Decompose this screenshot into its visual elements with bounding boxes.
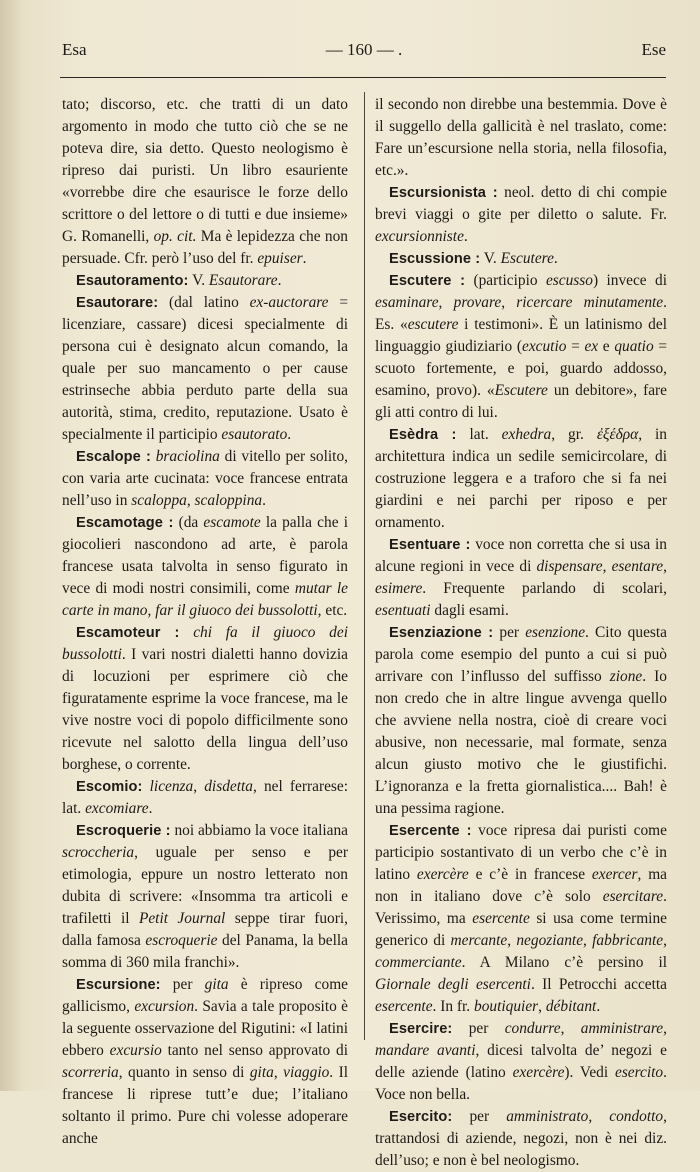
entry-headword: Escussione : [389,251,481,267]
binding-shadow [0,0,24,1091]
entry-headword: Esenziazione : [389,625,494,641]
dictionary-entry [62,512,348,622]
entry-headword: Escutere : [389,273,466,289]
entry-headword: Escamoteur : [76,625,180,641]
entry-headword: Esautorare: [76,295,159,311]
entry-body: braciolina di vitello per solito, con varia arte cucinata: voce francese entrata nell’uso in scaloppa, scaloppina. [62,448,348,509]
entry-headword: Esercito: [389,1109,453,1125]
entry-body: tato; discorso, etc. che tratti di un dato argomento in modo che tutto ciò che se ne poteva dire, sia detto. Questo neologismo è ripreso dai puristi. Un libro esauriente «vorrebbe dire che esaurisce le forze dello scrittore o del lettore o di tutti e due insieme» G. Romanelli, op. cit. Ma è lepidezza che non persuade. Cfr. però l’uso del fr. epuiser. [62,96,348,267]
entry-body: per condurre, amministrare, mandare avanti, dicesi talvolta de’ negozi e delle aziende (latino exercère). Vedi esercito. Voce non bella. [375,1020,667,1103]
entry-headword: Escroquerie : [76,823,171,839]
entry-headword: Escamotage : [76,515,174,531]
entry-body: per amministrato, condotto, trattandosi di aziende, negozi, non è nei diz. dell’uso; e non è bel neologismo. [375,1108,667,1169]
dictionary-entry [62,820,348,974]
dictionary-entry [62,622,348,776]
entry-body: il secondo non direbbe una bestemmia. Dove è il suggello della gallicità è nel traslato, come: Fare un’escursione nella storia, nella filosofia, etc.». [375,96,667,179]
entry-headword: Escalope : [76,449,151,465]
dictionary-entry [375,820,667,1018]
entry-body: V. Escutere. [480,250,558,267]
right-column [375,94,667,1172]
dictionary-entry [62,974,348,1150]
entry-body: per esenzione. Cito questa parola come esempio del punto a cui si può arrivare con l’influsso del suffisso zione. Io non credo che in altre lingue avvenga quello che avviene nella nostra, cioè di creare voci abusive, non necessarie, mal formate, senza alcun giusto motivo che le giustifichi. L’ignoranza e la fretta giornalistica.... Bah! è una pessima ragione. [375,624,668,817]
entry-body: (da escamote la palla che i giocolieri nascondono ad arte, è parola francese usata talvolta in senso figurato in vece di modi nostri consimili, come mutar le carte in mano, far il giuoco dei bussolotti, etc. [62,514,348,619]
dictionary-entry [62,446,348,512]
entry-headword: Esèdra : [389,427,457,443]
entry-headword: Esercente : [389,823,472,839]
header-left-guideword: Esa [62,40,87,59]
entry-body: chi fa il giuoco dei bussolotti. I vari nostri dialetti hanno dovizia di locuzioni per esprimere ciò che figuratamente esprime la voce francese, ma le vive nostre voci di popolo difficilmente sono ricevute nel salotto della lingua dell’uso borghese, o corrente. [62,624,348,773]
entry-headword: Esercire: [389,1021,453,1037]
entry-headword: Escursionista : [389,185,498,201]
entry-body: neol. detto di chi compie brevi viaggi o gite per diletto o salute. Fr. excursionniste. [375,184,667,245]
entry-body: licenza, disdetta, nel ferrarese: lat. excomiare. [62,778,348,817]
left-column [62,94,348,1150]
dictionary-entry [62,270,348,292]
entry-body: V. Esautorare. [188,272,282,289]
dictionary-entry [375,270,667,424]
entry-continuation [375,94,667,182]
dictionary-entry [375,182,667,248]
page-number: — 160 — . [325,40,403,59]
entry-body: per gita è ripreso come gallicismo, excursion. Savia a tale proposito è la seguente osservazione del Rigutini: «I latini ebbero excursio tanto nel senso approvato di scorreria, quanto in senso di gita, viaggio. Il francese li riprese tutt’e due; l’italiano soltanto il primo. Pure chi volesse adoperare anche [62,976,348,1147]
entry-body: (participio escusso) invece di esaminare, provare, ricercare minutamente. Es. «escutere i testimoni». È un latinismo del linguaggio giudiziario (excutio = ex e quatio = scuoto fortemente, e poi, guardo addosso, esamino, provo). «Escutere un debitore», fare gli atti contro di lui. [375,272,668,421]
entry-body: voce ripresa dai puristi come participio sostantivato di un verbo che c’è in latino exercère e c’è in francese exercer, ma non in italiano dove c’è solo esercitare. Verissimo, ma esercente si usa come termine generico di mercante, negoziante, fabbricante, commerciante. A Milano c’è persino il Giornale degli esercenti. Il Petrocchi accetta esercente. In fr. boutiquier, débitant. [375,822,667,1015]
entry-body: lat. exhedra, gr. ἐξέδρα, in architettura indica un sedile semicircolare, di costruzione leggera e a traforo che si fa nei giardini e nei parchi per riposo e per ornamento. [375,426,667,531]
dictionary-entry [62,292,348,446]
entry-headword: Esentuare : [389,537,471,553]
entry-continuation [62,94,348,270]
column-divider [364,92,365,1040]
entry-body: (dal latino ex-auctorare = licenziare, cassare) dicesi specialmente di persona cui è designato alcun comando, la quale per suo mancamento o per cause estrinseche abbia perduto parte della sua autorità, stima, credito, reputazione. Usato è specialmente il participio esautorato. [62,294,348,443]
entry-headword: Escomio: [76,779,143,795]
dictionary-entry [375,1018,667,1106]
dictionary-entry [375,622,667,820]
dictionary-entry [375,1106,667,1172]
header-right-guideword: Ese [641,40,666,59]
dictionary-entry [375,534,667,622]
dictionary-entry [375,248,667,270]
entry-body: voce non corretta che si usa in alcune regioni in vece di dispensare, esentare, esimere. Frequente parlando di scolari, esentuati dagli esami. [375,536,667,619]
dictionary-entry [62,776,348,820]
dictionary-entry [375,424,667,534]
entry-headword: Esautoramento: [76,273,189,289]
entry-body: noi abbiamo la voce italiana scroccheria, uguale per senso e per etimologia, eppure un nostro letterato non dubita di scrivere: «Insomma tra articoli e trafiletti il Petit Journal seppe tirar fuori, dalla famosa escroquerie del Panama, la bella somma di 360 mila franchi». [62,822,348,971]
entry-headword: Escursione: [76,977,161,993]
running-header [62,40,666,68]
header-rule [60,77,666,78]
